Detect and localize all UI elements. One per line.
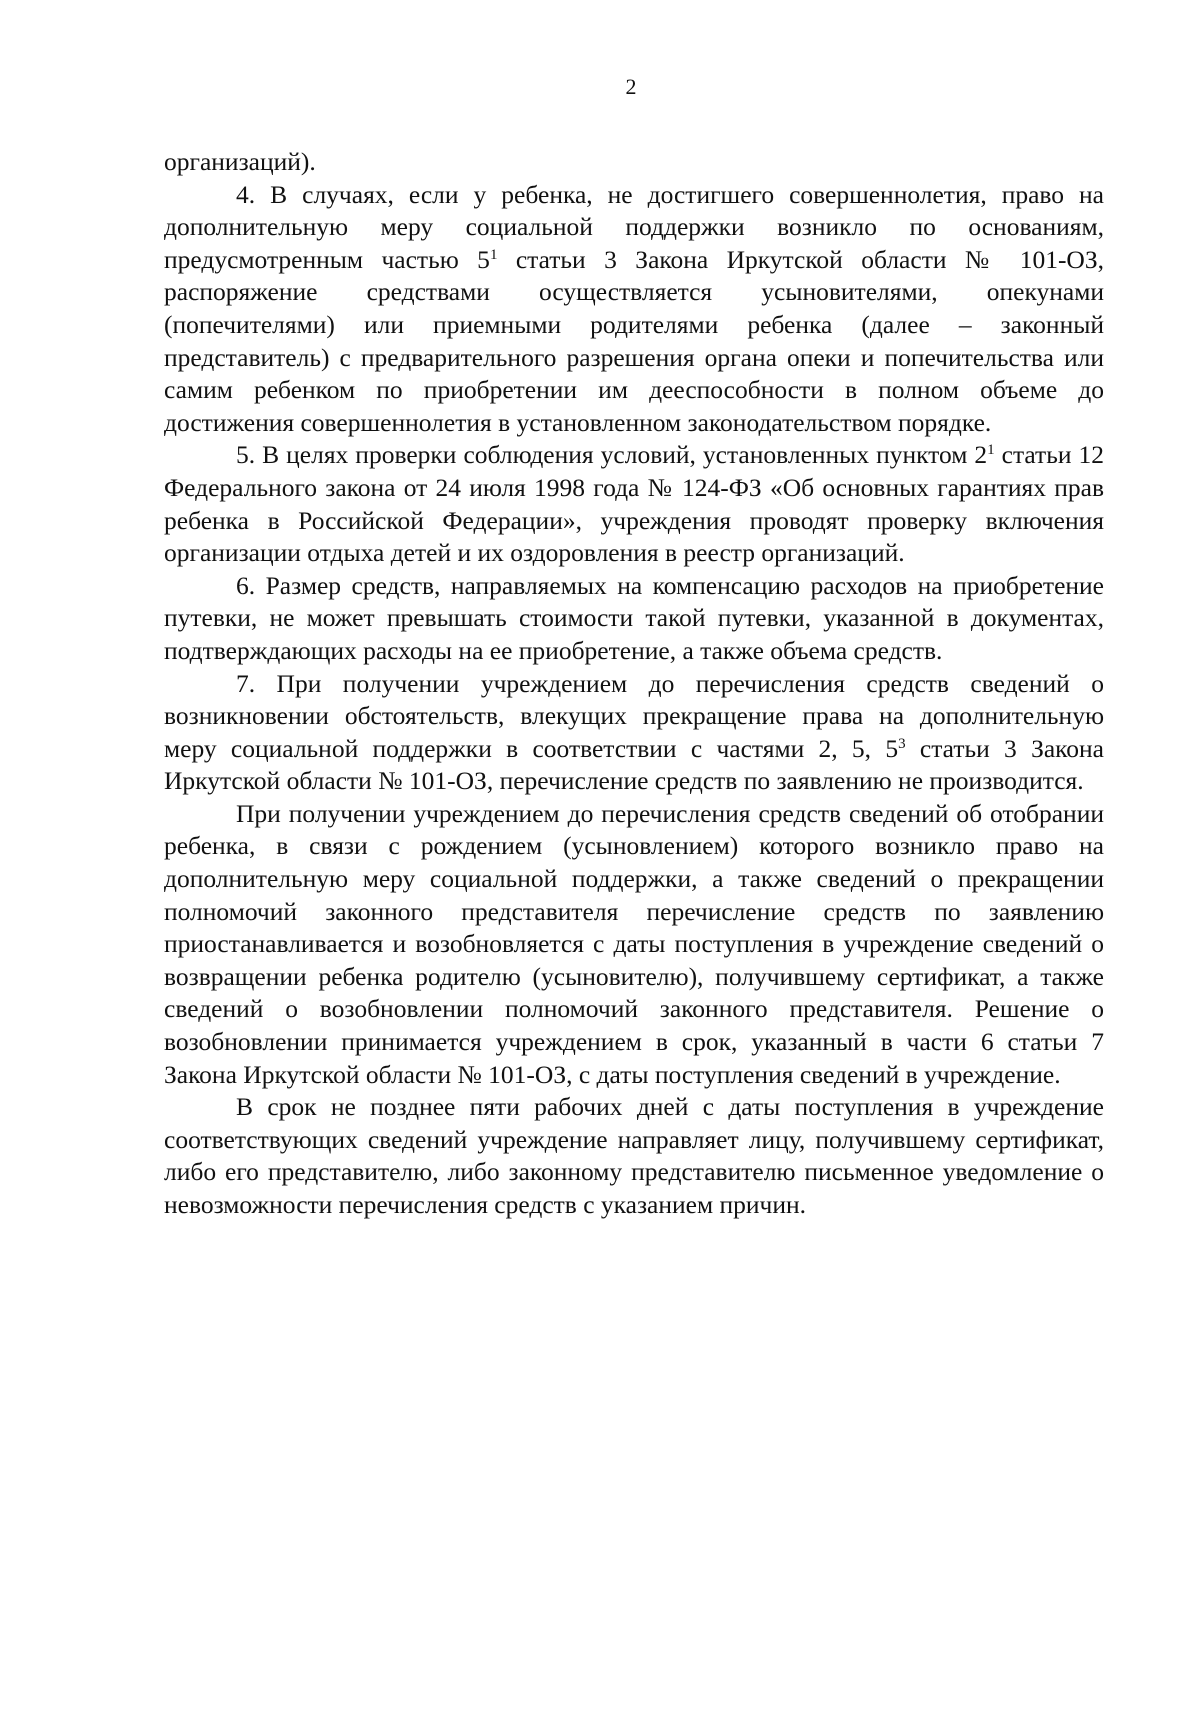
paragraph-5-text-end: статьи 12 Федерального закона от 24 июля 1998 года № 124-ФЗ «Об основных гарантиях прав ребенка в Российской Федерации», учреждения проводят проверку включения организации отдыха детей и их оздоровления в реестр организаций. xyxy=(164,440,1104,568)
paragraph-5-text-start: 5. В целях проверки соблюдения условий, установленных пунктом 2 xyxy=(236,440,988,470)
paragraph-4-text-start: 4. В случаях, если у ребенка, не достигшего совершеннолетия, право на дополнительную меру социальной поддержки возникло по основаниям, предусмотренным частью 5 xyxy=(164,179,1104,274)
paragraph-5 xyxy=(164,439,1104,569)
page-number: 2 xyxy=(625,74,637,99)
paragraph-4-text-end: статьи 3 Закона Иркутской области № 101-ОЗ, распоряжение средствами осуществляется усыновителями, опекунами (попечителями) или приемными родителями ребенка (далее – законный представитель) с предварительного разрешения органа опеки и попечительства или самим ребенком по приобретении им дееспособности в полном объеме до достижения совершеннолетия в установленном законодательством порядке. xyxy=(164,244,1104,437)
paragraph-7 xyxy=(164,668,1104,798)
paragraph-7-part-2: При получении учреждением до перечисления средств сведений об отобрании ребенка, в связи с рождением (усыновлением) которого возникло право на дополнительную меру социальной поддержки, а также сведений о прекращении полномочий законного представителя перечисление средств по заявлению приостанавливается и возобновляется с даты поступления в учреждение сведений о возвращении ребенка родителю (усыновителю), получившему сертификат, а также сведений о возобновлении полномочий законного представителя. Решение о возобновлении принимается учреждением в срок, указанный в части 6 статьи 7 Закона Иркутской области № 101-ОЗ, с даты поступления сведений в учреждение. xyxy=(164,798,1104,1089)
paragraph-6: 6. Размер средств, направляемых на компенсацию расходов на приобретение путевки, не может превышать стоимости такой путевки, указанной в документах, подтверждающих расходы на ее приобретение, а также объема средств. xyxy=(164,570,1104,665)
paragraph-continuation: организаций). xyxy=(164,147,316,176)
paragraph-7-text-start: 7. При получении учреждением до перечисления средств сведений о возникновении обстоятельств, влекущих прекращение права на дополнительную меру социальной поддержки в соответствии с частями 2, 5, 5 xyxy=(164,668,1104,763)
paragraph-7-part-3: В срок не позднее пяти рабочих дней с даты поступления в учреждение соответствующих сведений учреждение направляет лицу, получившему сертификат, либо его представителю, либо законному представителю письменное уведомление о невозможности перечисления средств с указанием причин. xyxy=(164,1092,1104,1219)
paragraph-4 xyxy=(164,179,1104,440)
document-body xyxy=(164,146,1104,1222)
paragraph-7-superscript: 3 xyxy=(898,735,906,752)
paragraph-5-superscript: 1 xyxy=(987,442,995,459)
paragraph-7-text-end: статьи 3 Закона Иркутской области № 101-ОЗ, перечисление средств по заявлению не производится. xyxy=(164,733,1104,796)
paragraph-4-superscript: 1 xyxy=(489,246,498,263)
